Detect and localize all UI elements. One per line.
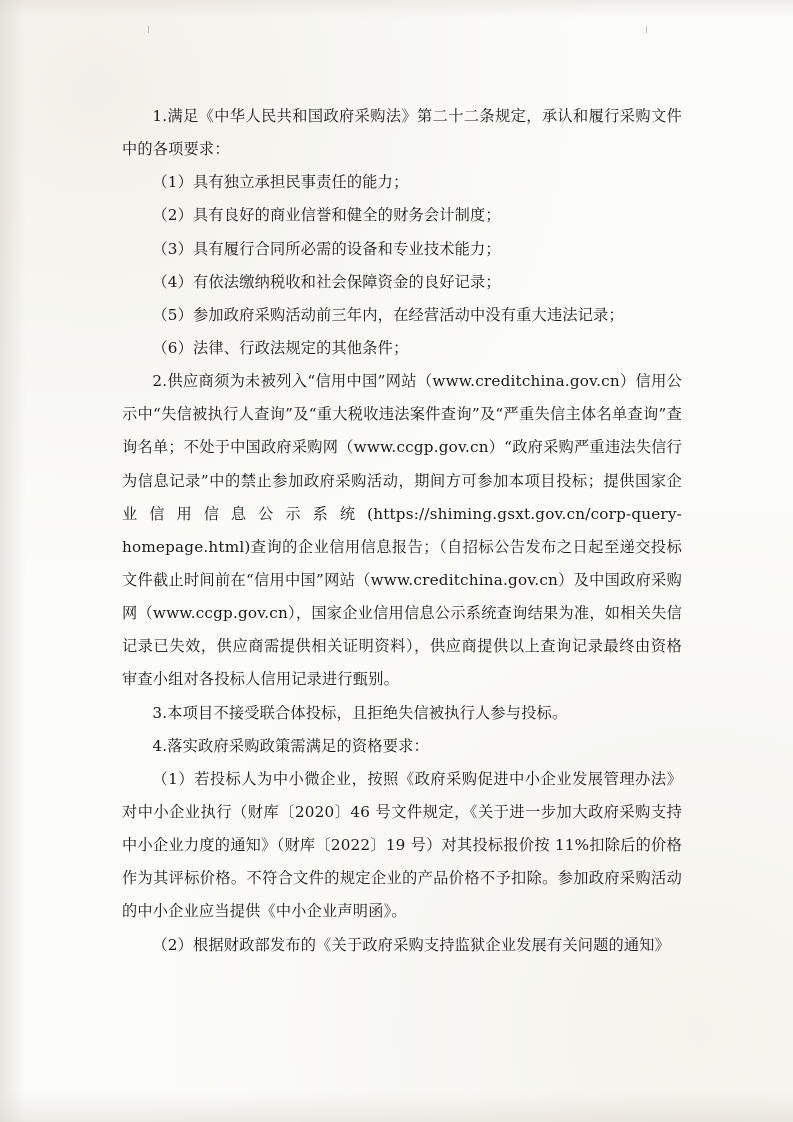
paragraph-5: （4）有依法缴纳税收和社会保障资金的良好记录； [152, 272, 501, 291]
paragraph-8: 2.供应商须为未被列入“信用中国”网站（www.creditchina.gov.cn）信用公示中“失信被执行人查询”及“重大税收违法案件查询”及“严重失信主体名单查询”查询名单；不处于中国政府采购网（www.ccgp.gov.cn）“政府采购严重违法失信行为信息记录”中的禁止参加政府采购活动，期间方可参加本项目投标；提供国家企业信用信息公示系统(https://shiming.gsxt.gov.cn/corp-query-homepage.html)查询的企业信用信息报告；（自招标公告发布之日起至递交投标文件截止时间前在“信用中国”网站（www.creditchina.gov.cn）及中国政府采购网（www.ccgp.gov.cn），国家企业信用信息公示系统查询结果为准，如相关失信记录已失效，供应商需提供相关证明资料），供应商提供以上查询记录最终由资格审查小组对各投标人信用记录进行甄别。 [122, 372, 682, 689]
paragraph-11: （1）若投标人为中小微企业，按照《政府采购促进中小企业发展管理办法》对中小企业执行（财库〔2020〕46 号文件规定，《关于进一步加大政府采购支持中小企业力度的通知》（财库〔2022〕19 号）对其投标报价按 11%扣除后的价格作为其评标价格。不符合文件的规定企业的产品价格不予扣除。参加政府采购活动的中小企业应当提供《中小企业声明函》。 [122, 769, 682, 921]
paragraph-1: 1.满足《中华人民共和国政府采购法》第二十二条规定，承认和履行采购文件中的各项要求： [122, 107, 682, 159]
crop-mark-left [148, 26, 149, 33]
crop-mark-right [646, 26, 647, 33]
paragraph-10: 4.落实政府采购政策需满足的资格要求： [152, 736, 429, 755]
page-top-shading [0, 0, 793, 18]
paragraph-9: 3.本项目不接受联合体投标，且拒绝失信被执行人参与投标。 [152, 703, 568, 722]
paragraph-2: （1）具有独立承担民事责任的能力； [152, 173, 409, 192]
paragraph-7: （6）法律、行政法规定的其他条件； [152, 338, 409, 357]
page-bottom-shading [0, 1092, 793, 1122]
paragraph-4: （3）具有履行合同所必需的设备和专业技术能力； [152, 239, 501, 258]
paragraph-12: （2）根据财政部发布的《关于政府采购支持监狱企业发展有关问题的通知》 [152, 935, 671, 954]
page-left-shading [0, 0, 26, 1122]
paragraph-3: （2）具有良好的商业信誉和健全的财务会计制度； [152, 206, 501, 225]
paragraph-6: （5）参加政府采购活动前三年内，在经营活动中没有重大违法记录； [152, 305, 624, 324]
document-body [122, 100, 682, 962]
